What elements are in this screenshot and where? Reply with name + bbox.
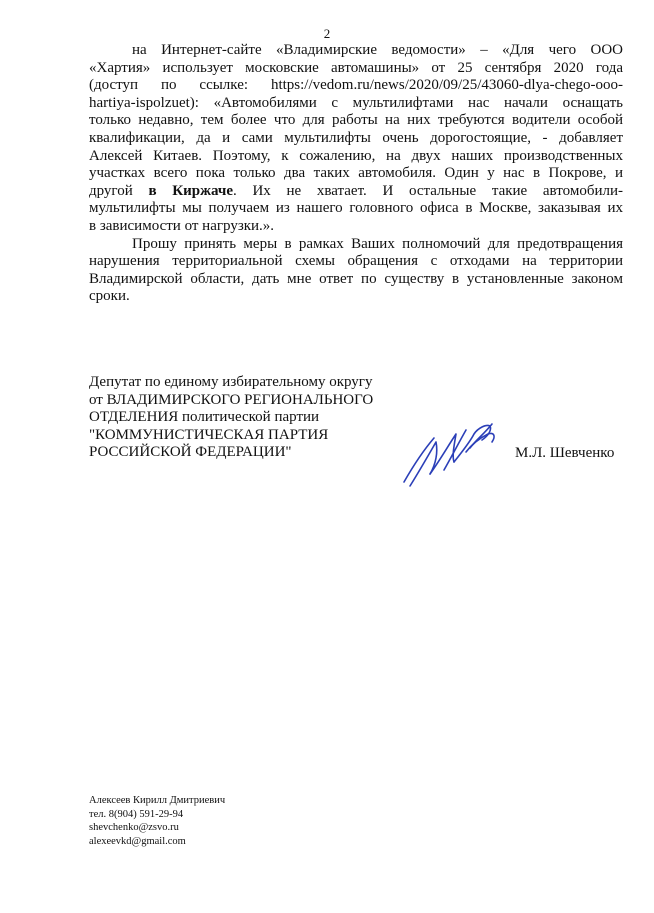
signatory-title-line: РОССИЙСКОЙ ФЕДЕРАЦИИ" [89, 444, 292, 460]
signatory-title-line: "КОММУНИСТИЧЕСКАЯ ПАРТИЯ [89, 426, 329, 443]
body-line: (доступ по ссылке: https://vedom.ru/news/2020/09/25/43060-dlya-chego-ooo- [89, 77, 623, 94]
signer-name: М.Л. Шевченко [515, 445, 615, 461]
body-line: Алексей Китаев. Поэтому, к сожалению, на двух наших производственных [89, 147, 623, 164]
letter-body [89, 42, 623, 306]
contact-info [89, 794, 225, 848]
bold-place-name: в Киржаче [148, 182, 234, 199]
body-line: квалификации, да и сами мультилифты очень дорогостоящие, - добавляет [89, 129, 623, 146]
signatory-title-line: от ВЛАДИМИРСКОГО РЕГИОНАЛЬНОГО [89, 391, 374, 408]
contact-email: shevchenko@zsvo.ru [89, 822, 179, 833]
body-line-mixed [89, 183, 623, 201]
contact-name: Алексеев Кирилл Дмитриевич [89, 795, 226, 806]
handwritten-signature [400, 412, 500, 488]
page-number: 2 [323, 26, 331, 41]
body-line: только недавно, тем более что для работы на них требуются водители особой [89, 112, 623, 129]
body-line: в зависимости от нагрузки.». [89, 217, 275, 234]
body-line: мультилифты мы получаем из нашего головного офиса в Москве, заказывая их [89, 200, 623, 217]
request-line: Прошу принять меры в рамках Ваших полномочий для предотвращения [132, 235, 623, 252]
request-line: Владимирской области, дать мне ответ по существу в установленные законом [89, 270, 623, 287]
contact-email: alexeevkd@gmail.com [89, 835, 186, 847]
contact-phone: тел. 8(904) 591-29-94 [89, 808, 184, 820]
request-line: нарушения территориальной схемы обращения с отходами на территории [89, 253, 623, 270]
signatory-title-line: Депутат по единому избирательному округу [89, 374, 373, 390]
body-line: «Хартия» использует московские автомашины» от 25 сентября 2020 года [89, 59, 623, 76]
body-text-span: . Их не хватает. И остальные такие автомобили- [233, 182, 624, 199]
signatory-title [89, 374, 373, 462]
body-line: участках всего пока только два таких автомобиля. Один у нас в Покрове, и [89, 165, 623, 182]
signatory-title-line: ОТДЕЛЕНИЯ политической партии [89, 409, 320, 425]
request-line: сроки. [89, 288, 130, 305]
body-line: hartiya-ispolzuet): «Автомобилями с мультилифтами нас начали оснащать [89, 94, 623, 111]
body-line: на Интернет-сайте «Владимирские ведомости» – «Для чего ООО [132, 42, 623, 58]
body-text-span: другой [89, 182, 149, 199]
